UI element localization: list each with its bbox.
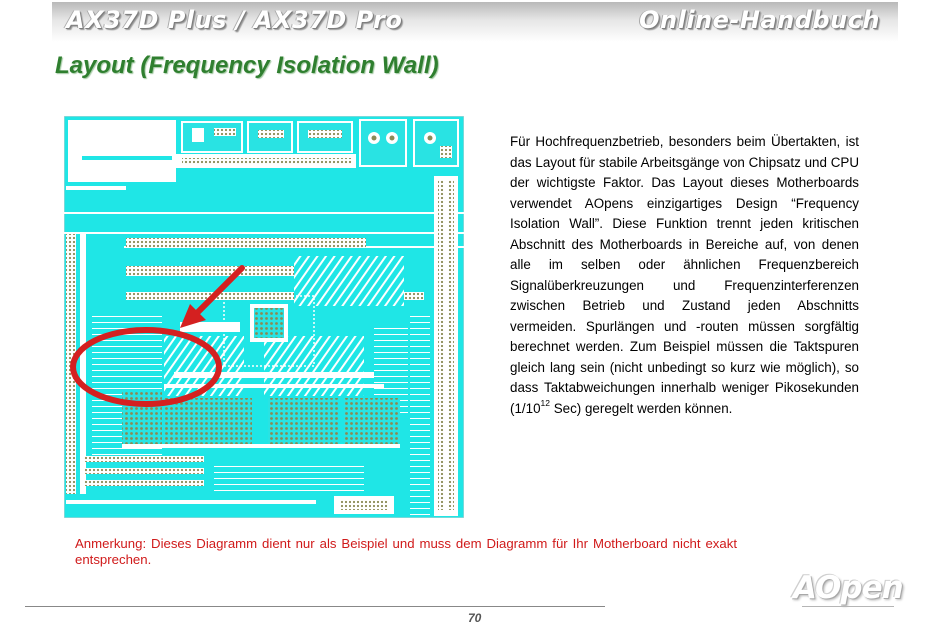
footer-divider — [25, 606, 605, 607]
footer-divider-right — [802, 606, 894, 607]
aopen-logo-text: AOpen — [793, 570, 903, 606]
manual-model-title: AX37D Plus / AX37D Pro — [66, 6, 403, 34]
note-text: Anmerkung: Dieses Diagramm dient nur als Beispiel und muss dem Diagramm für Ihr Motherboard nicht exakt entsprechen. — [75, 536, 737, 567]
exponent-superscript: 12 — [540, 398, 550, 409]
manual-section-title: Online-Handbuch — [639, 6, 880, 34]
body-text-main: Für Hochfrequenzbetrieb, besonders beim Übertakten, ist das Layout für stabile Arbeitsgänge von Chipsatz und CPU der wichtigste Faktor. Das Layout dieses Motherboards verwendet AOpens einzigartiges Design “Frequency Isolation Wall”. Diese Funktion trennt jeden kritischen Abschnitt des Motherboards in Bereiche auf, von denen alle im selben oder ähnlichen Frequenzbereich Signalüberkreuzungen und Frequenzinterferenzen zwischen Betrieb und Zustand jeden Abschnitts vermeiden. Spurlängen und -routen müssen sorgfältig berechnet werden. Zum Beispiel müssen die Taktspuren gleich lang sein (nicht unbedingt so kurz wie möglich), so dass Taktabweichungen innerhalb weniger Pikosekunden (1/10 — [510, 134, 859, 416]
body-text-end: Sec) geregelt werden können. — [550, 400, 733, 416]
motherboard-layout-image — [64, 116, 464, 518]
aopen-logo — [772, 568, 903, 610]
page-title: Layout (Frequency Isolation Wall) — [55, 52, 439, 79]
body-paragraph — [510, 132, 859, 419]
page-number: 70 — [468, 611, 482, 625]
